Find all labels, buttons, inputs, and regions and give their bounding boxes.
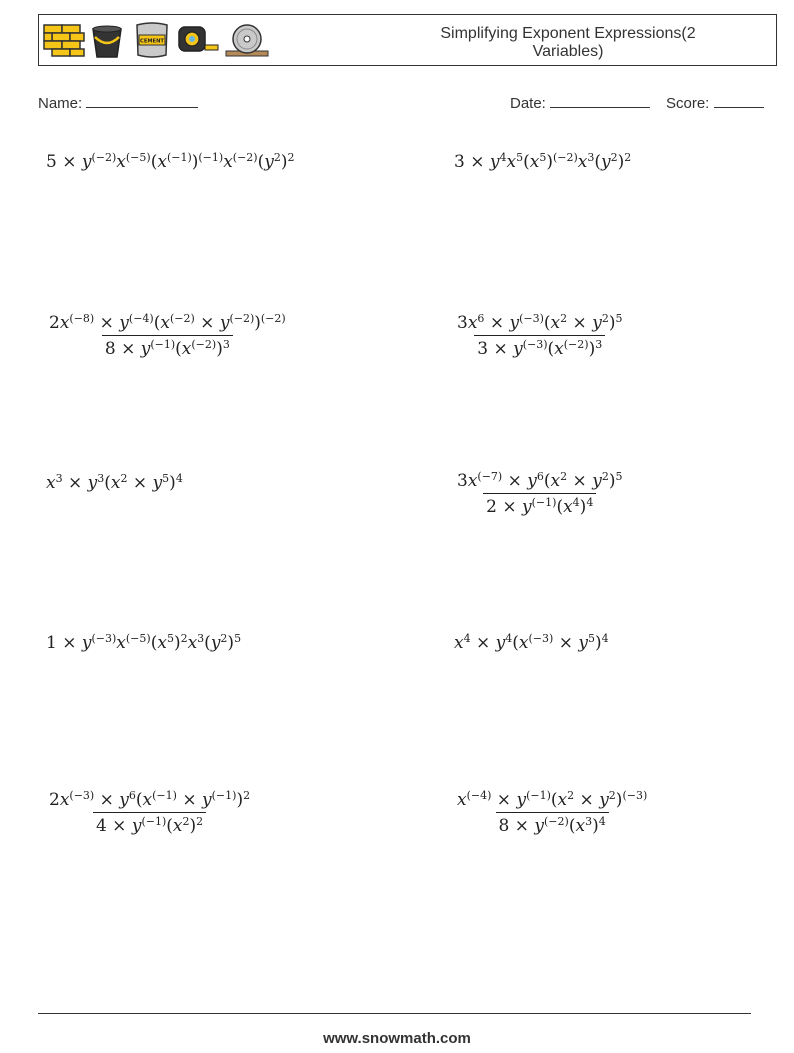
tape-measure-icon: [176, 21, 220, 57]
date-label: Date:: [510, 95, 546, 112]
footer-website[interactable]: www.snowmath.com: [323, 1030, 471, 1047]
name-blank[interactable]: [86, 93, 198, 108]
score-blank[interactable]: [714, 93, 764, 108]
problem-6: $\frac{3x^{(-7)} \times y^6(x^2 \times y^2)^5}{2 \times y^{(-1)}(x^4)^4}$: [457, 469, 623, 517]
bucket-icon: [89, 21, 125, 59]
problem-1: $5 \times y^{(-2)}x^{(-5)}(x^{(-1)})^{(-1)}x^{(-2)}(y^2)^2$: [46, 150, 295, 172]
problem-10: $\frac{x^{(-4)} \times y^{(-1)}(x^2 \times y^2)^{(-3)}}{8 \times y^{(-2)}(x^3)^4}$: [457, 788, 648, 836]
saw-blade-icon: [224, 21, 270, 59]
problem-2: $3 \times y^4x^5(x^5)^{(-2)}x^3(y^2)^2$: [454, 150, 632, 172]
problem-3: $\frac{2x^{(-8)} \times y^{(-4)}(x^{(-2)} \times y^{(-2)})^{(-2)}}{8 \times y^{(-1)}(x^{(-2)})^3}$: [49, 311, 286, 359]
problem-5: $x^3 \times y^3(x^2 \times y^5)^4$: [46, 471, 183, 493]
problem-8: $x^4 \times y^4(x^{(-3)} \times y^5)^4$: [454, 631, 609, 653]
problem-4: $\frac{3x^6 \times y^{(-3)}(x^2 \times y^2)^5}{3 \times y^{(-3)}(x^{(-2)})^3}$: [457, 311, 623, 359]
cement-bag-icon: [134, 21, 170, 59]
name-label: Name:: [38, 95, 83, 112]
problem-9: $\frac{2x^{(-3)} \times y^6(x^{(-1)} \times y^{(-1)})^2}{4 \times y^{(-1)}(x^2)^2}$: [49, 788, 251, 836]
problem-7: $1 \times y^{(-3)}x^{(-5)}(x^5)^2x^3(y^2)^5$: [46, 631, 242, 653]
date-blank[interactable]: [550, 93, 650, 108]
footer-divider: [38, 1013, 751, 1014]
worksheet-header: [38, 14, 777, 66]
score-field: [666, 93, 764, 112]
bricks-icon: [42, 21, 86, 57]
name-field: [38, 93, 198, 112]
score-label: Score:: [666, 95, 710, 112]
date-field: [510, 93, 650, 112]
svg-text:CEMENT: CEMENT: [140, 38, 164, 45]
worksheet-title: Simplifying Exponent Expressions(2 Variables): [440, 25, 696, 60]
